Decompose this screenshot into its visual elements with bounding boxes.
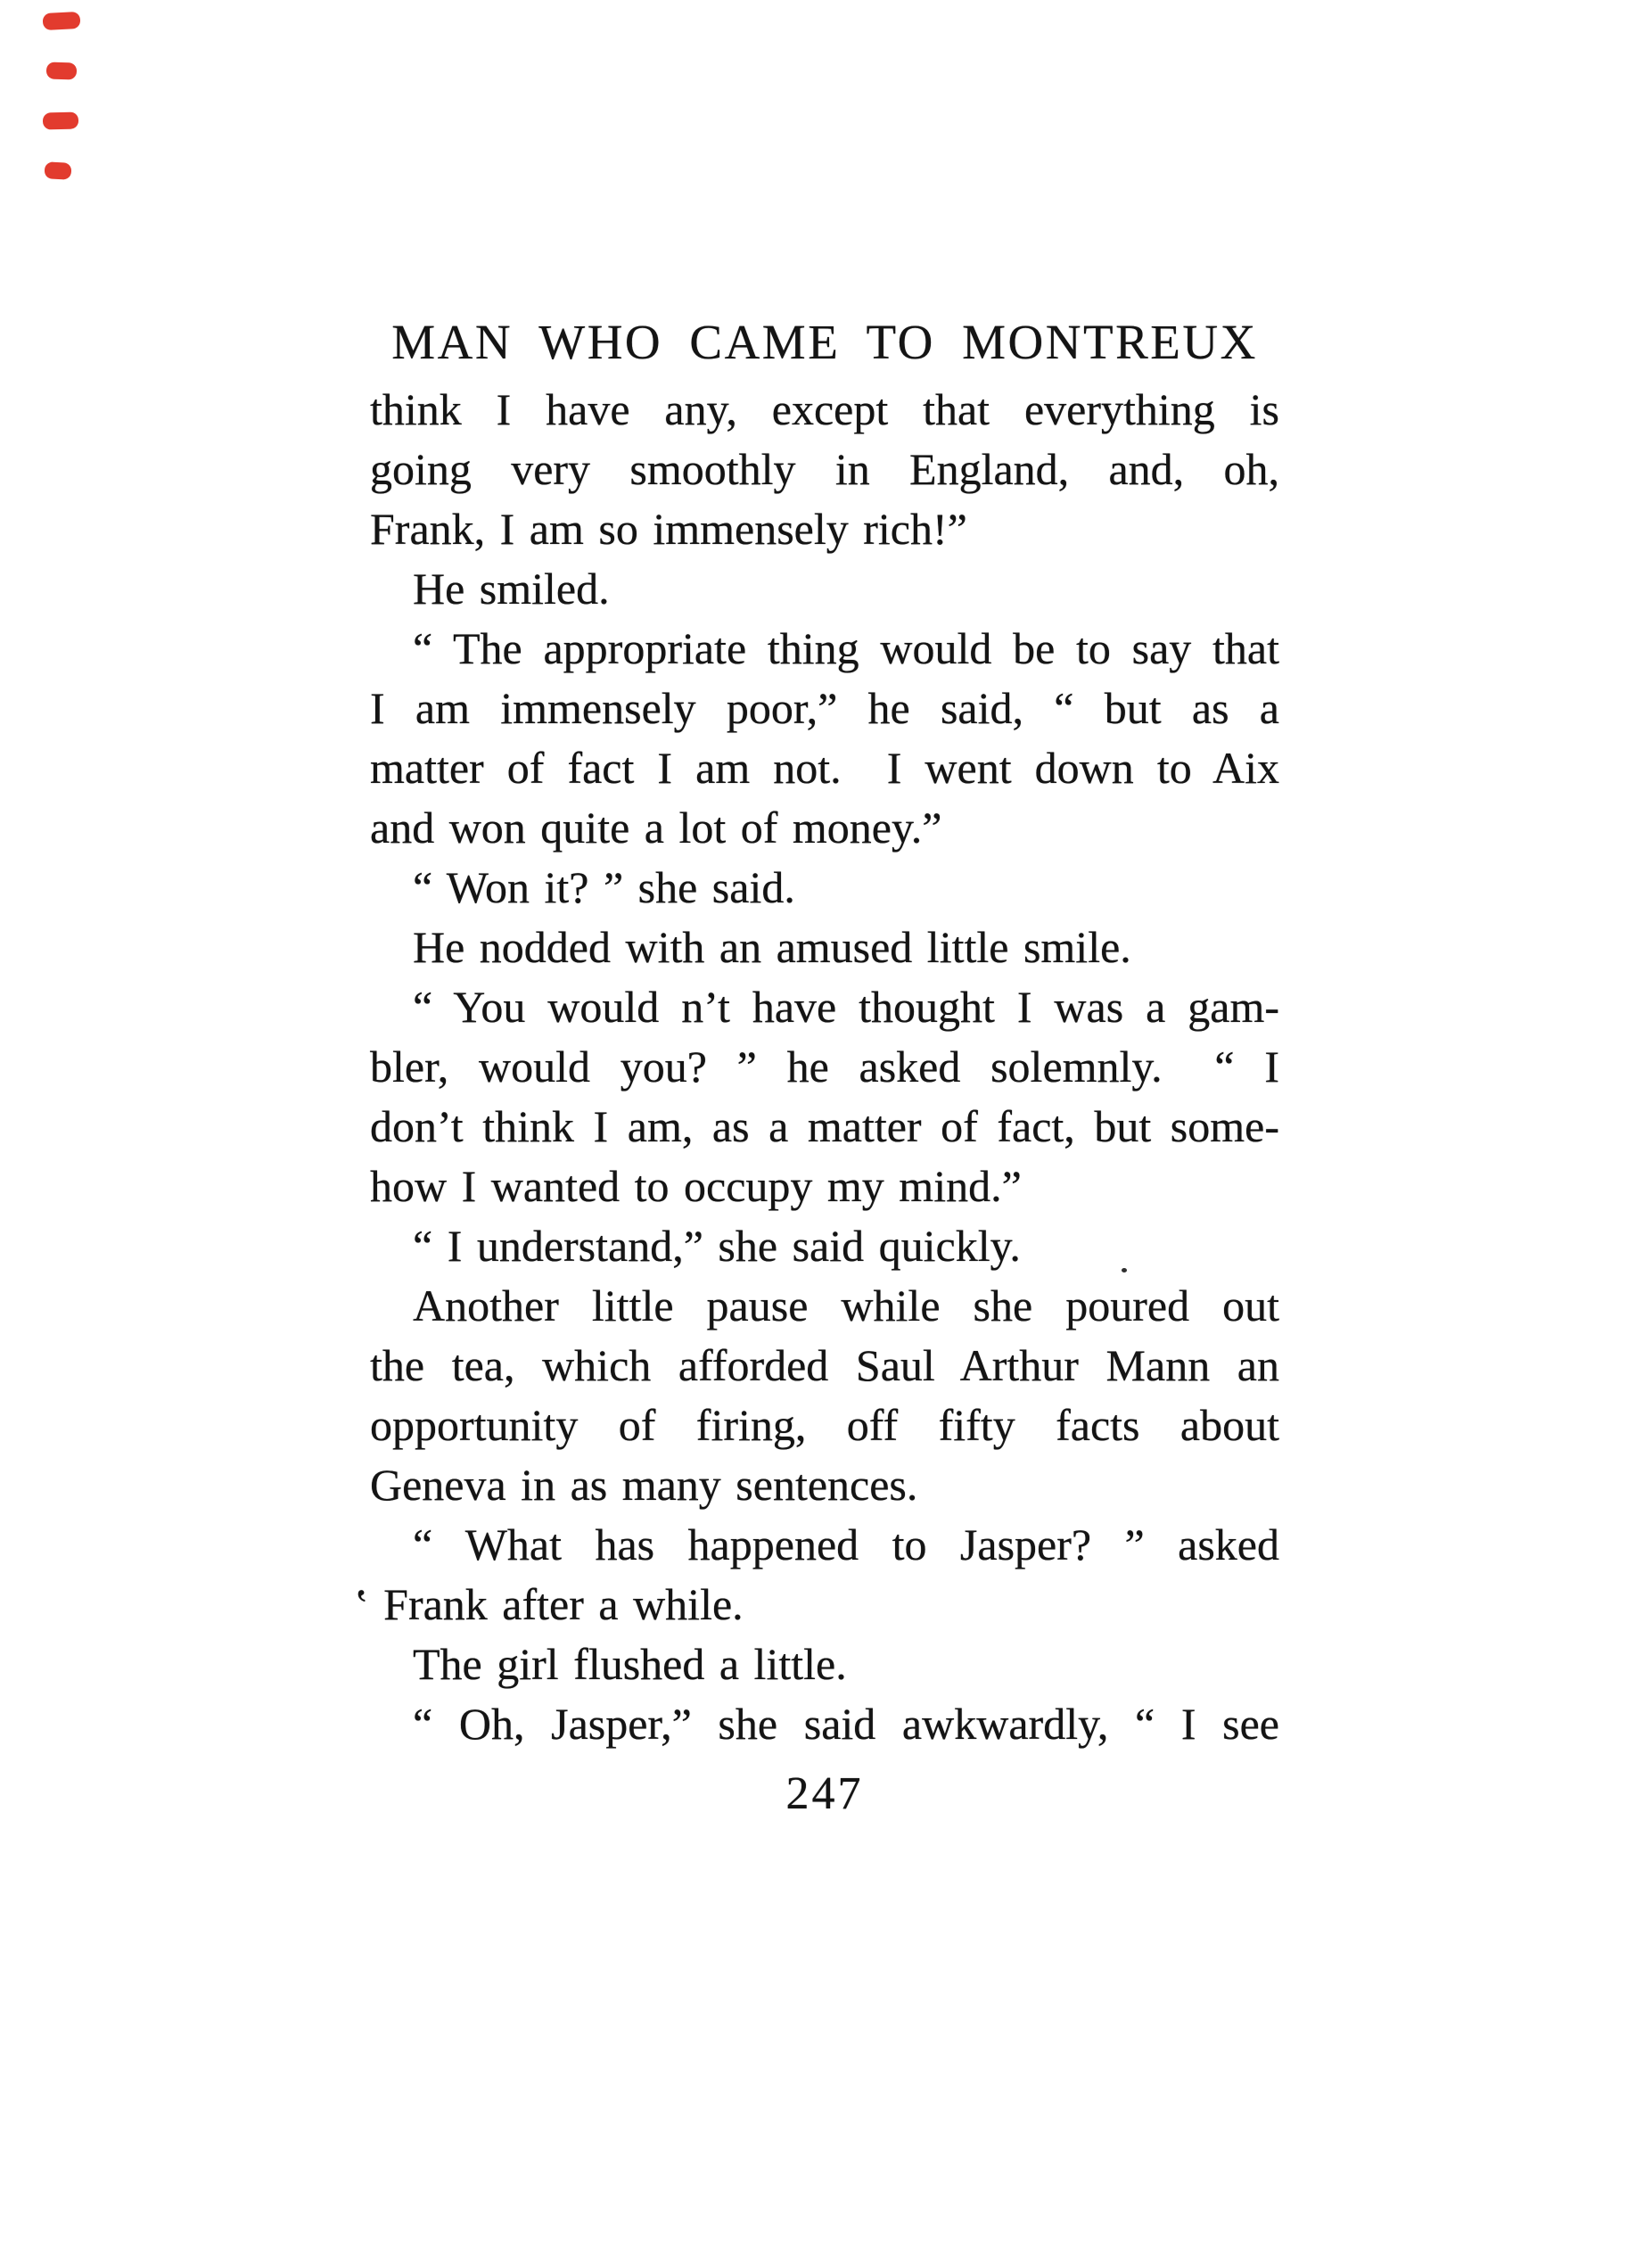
text-line: He smiled.	[413, 564, 610, 614]
red-pen-dash	[43, 111, 78, 129]
text-line: “ Oh, Jasper,” she said awkwardly, “ I see	[413, 1699, 1279, 1749]
text-line: don’t think I am, as a matter of fact, but some-	[370, 1101, 1279, 1151]
text-line: “ I understand,” she said quickly.	[413, 1221, 1021, 1271]
text-line: Geneva in as many sentences.	[370, 1460, 918, 1510]
text-line: how I wanted to occupy my mind.”	[370, 1161, 1022, 1211]
body-text	[354, 380, 1279, 1754]
text-line: “ The appropriate thing would be to say that	[413, 623, 1279, 673]
text-line: “ What has happened to Jasper? ” asked	[413, 1520, 1279, 1569]
red-pen-dash	[46, 62, 78, 79]
text-line: Frank, I am so immensely rich!”	[370, 504, 967, 554]
text-line: going very smoothly in England, and, oh,	[370, 444, 1279, 494]
text-line: “ You would n’t have thought I was a gam-	[413, 982, 1279, 1032]
ink-speck	[1122, 1268, 1127, 1273]
text-line: the tea, which afforded Saul Arthur Mann an	[370, 1340, 1279, 1390]
red-pen-dash	[43, 12, 81, 30]
text-line: think I have any, except that everything is	[370, 384, 1279, 434]
text-line: and won quite a lot of money.”	[370, 803, 942, 852]
text-line: The girl flushed a little.	[413, 1639, 847, 1689]
running-head: MAN WHO CAME TO MONTREUX	[391, 315, 1258, 369]
red-pen-marks	[0, 0, 107, 205]
text-line: Another little pause while she poured out	[413, 1281, 1279, 1330]
text-line: opportunity of firing, off fifty facts about	[370, 1400, 1279, 1450]
page-number: 247	[785, 1768, 864, 1819]
text-line: ‛ Frank after a while.	[354, 1579, 744, 1629]
text-line: “ Won it? ” she said.	[413, 862, 795, 912]
text-line: He nodded with an amused little smile.	[413, 922, 1131, 972]
text-line: I am immensely poor,” he said, “ but as a	[370, 683, 1279, 733]
text-line: matter of fact I am not. I went down to Aix	[370, 743, 1279, 793]
text-line: bler, would you? ” he asked solemnly. “ I	[370, 1042, 1279, 1091]
red-pen-dash	[45, 161, 72, 180]
